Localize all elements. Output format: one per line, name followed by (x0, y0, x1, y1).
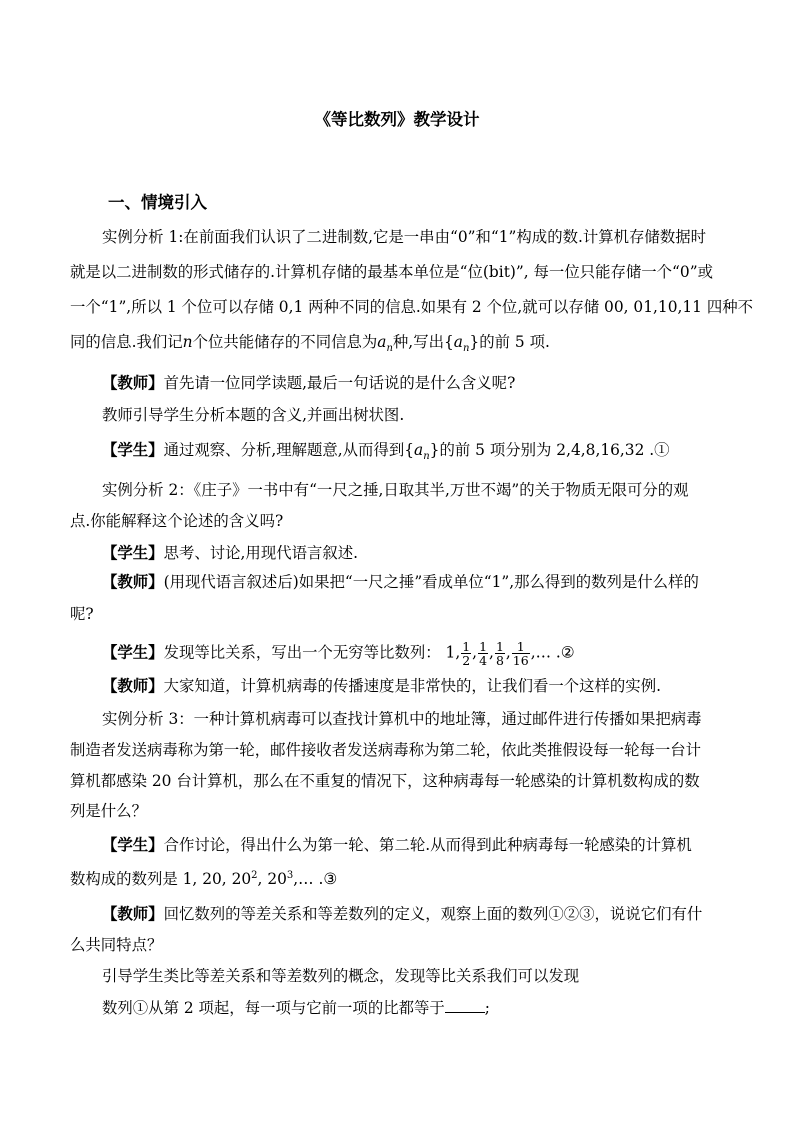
math-sub: n (462, 343, 470, 355)
student-tag: 【学生】 (102, 836, 164, 854)
fraction: $\frac{1}{16}$ (512, 639, 529, 668)
student-text: 发现等比关系，写出一个无穷等比数列： (163, 643, 441, 662)
example2-line1: 实例分析 2：《庄子》一书中有“一尺之捶,日取其半,万世不竭”的关于物质无限可分的观 (102, 481, 689, 499)
text: 个位共能储存的不同信息为 (192, 333, 378, 351)
teacher-tag: 【教师】 (102, 677, 164, 695)
fraction: $\frac{1}{8}$ (495, 639, 504, 668)
teacher-tag: 【教师】 (102, 374, 164, 392)
fraction: $\frac{1}{2}$ (462, 639, 471, 668)
student-text: 思考、讨论,用现代语言叙述. (163, 544, 359, 562)
teacher-tag: 【教师】 (102, 573, 164, 591)
example2-line2: 点.你能解释这个论述的含义吗? (70, 512, 284, 530)
student-text: 合作讨论，得出什么为第一轮、第二轮.从而得到此种病毒每一轮感染的计算机 (163, 836, 692, 854)
fraction: $\frac{1}{4}$ (479, 639, 488, 668)
teacher-text: 回忆数列的等差关系和等差数列的定义，观察上面的数列①②③，说说它们有什 (163, 905, 703, 923)
teacher-text: (用现代语言叙述后)如果把“一尺之捶”看成单位“1”,那么得到的数列是什么样的 (163, 573, 699, 591)
student-line-1: 【学生】通过观察、分析,理解题意,从而得到$\{a_n\}$的前 5 项分别为 2,4,8,16,32 .① (102, 441, 670, 463)
student-tag: 【学生】 (102, 441, 164, 459)
text: ; (484, 999, 490, 1017)
example3-line2: 制造者发送病毒称为第一轮，邮件接收者发送病毒称为第二轮，依此类推假设每一轮每一台计 (70, 741, 702, 759)
example1-line3: 一个“1”,所以 1 个位可以存储 0,1 两种不同的信息.如果有 2 个位,就可以存储 00, 01,10,11 四种不 (70, 298, 754, 316)
math-a: a (453, 333, 463, 351)
document-title: 《等比数列》教学设计 (314, 110, 480, 129)
text: 数列①从第 2 项起，每一项与它前一项的比都等于 (102, 999, 445, 1017)
math-a: a (377, 333, 387, 351)
student-tag: 【学生】 (102, 544, 164, 562)
guide-line-2: 引导学生类比等差关系和等差数列的概念，发现等比关系我们可以发现 (102, 967, 580, 985)
student-line-4 (102, 835, 762, 855)
teacher-line-4 (102, 904, 762, 924)
teacher-line-2b: 呢? (70, 605, 94, 623)
teacher-text: 大家知道，计算机病毒的传播速度是非常快的，让我们看一个这样的实例. (163, 677, 661, 695)
text: 数构成的数列是 1, 20, 20 (70, 870, 252, 889)
teacher-line-2 (102, 572, 762, 592)
answer-blank (445, 998, 485, 1013)
student-text: 的前 5 项分别为 2,4,8,16,32 .① (439, 441, 670, 459)
section-heading: 一、情境引入 (108, 193, 207, 212)
math-sub: n (423, 451, 430, 463)
math-sub: n (386, 343, 393, 355)
student-line-3: 【学生】发现等比关系，写出一个无穷等比数列： 1, $\frac{1}{2}$ , $\frac{1}{4}$ , $\frac{1}{8}$ , $\frac{1}{16}$ ,… .② (102, 639, 575, 668)
sequence-ratio-line (102, 998, 762, 1018)
text: ,… .③ (293, 870, 338, 889)
text: 的前 5 项. (479, 333, 550, 351)
student-tag: 【学生】 (102, 643, 164, 662)
example1-line4: 同的信息.我们记n个位共能储存的不同信息为$a_n$种,写出$\{a_n\}$的前 5 项. (70, 333, 550, 355)
example3-line4: 列是什么？ (70, 802, 147, 820)
example3-line3: 算机都感染 20 台计算机，那么在不重复的情况下，这种病毒每一轮感染的计算机数构成的数 (70, 772, 700, 790)
teacher-tag: 【教师】 (102, 905, 164, 923)
text: 种,写出 (392, 333, 444, 351)
math-n: n (182, 333, 193, 351)
example3-line1: 实例分析 3：一种计算机病毒可以查找计算机中的地址簿，通过邮件进行传播如果把病毒 (102, 710, 702, 728)
guide-line: 教师引导学生分析本题的含义,并画出树状图. (102, 406, 405, 424)
teacher-text: 首先请一位同学读题,最后一句话说的是什么含义呢? (163, 374, 516, 392)
text: 同的信息.我们记 (70, 333, 183, 351)
teacher-line-1 (102, 373, 762, 393)
math-a: a (414, 441, 424, 459)
example1-line1: 实例分析 1:在前面我们认识了二进制数,它是一串由“0”和“1”构成的数.计算机存储数据时 (102, 228, 706, 246)
teacher-line-4b: 么共同特点？ (70, 936, 163, 954)
student-text: 通过观察、分析,理解题意,从而得到 (163, 441, 405, 459)
teacher-line-3 (102, 676, 762, 696)
text: , 20 (257, 870, 287, 889)
exponent: 3 (286, 870, 294, 881)
student-line-4b (70, 866, 730, 889)
sequence-tail: ,… .② (530, 643, 575, 662)
student-line-2 (102, 543, 762, 563)
exponent: 2 (251, 870, 258, 881)
sequence-first: 1, (445, 643, 461, 662)
example1-line2: 就是以二进制数的形式储存的.计算机存储的最基本单位是“位(bit)”, 每一位只能存储一个“0”或 (70, 263, 713, 281)
